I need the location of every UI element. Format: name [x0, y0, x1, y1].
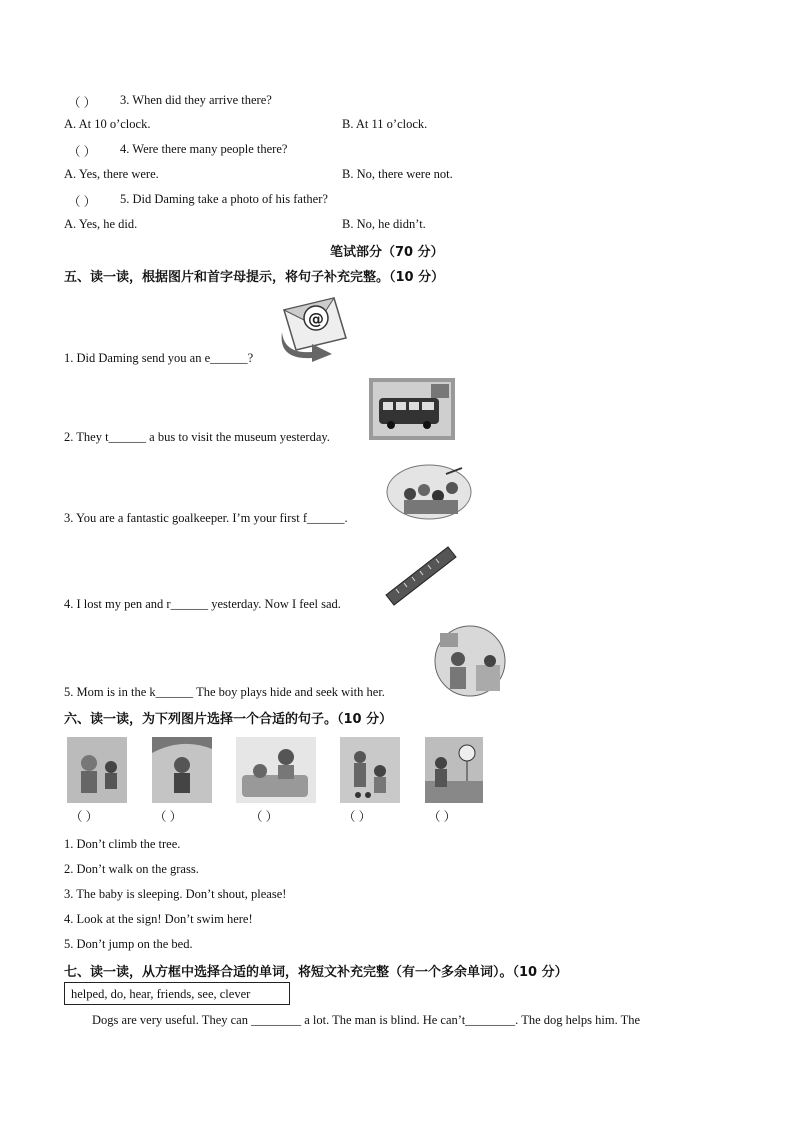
picture-3 [236, 737, 316, 803]
s5-item-2: 2. They t______ a bus to visit the museum yesterday. [64, 430, 330, 444]
picture-5 [425, 737, 483, 803]
section5-title: 五、读一读，根据图片和首字母提示，将句子补充完整。（10 分） [64, 270, 445, 285]
s6-item-2: 2. Don’t walk on the grass. [64, 862, 199, 876]
s6-item-3: 3. The baby is sleeping. Don’t shout, please! [64, 887, 287, 901]
kitchen-picture [432, 625, 512, 697]
answer-paren-q4[interactable]: （ ） [68, 145, 97, 159]
option-b-q4: B. No, there were not. [342, 167, 453, 181]
question-3: 3. When did they arrive there? [120, 93, 272, 107]
svg-text:@: @ [308, 309, 324, 328]
word-box: helped, do, hear, friends, see, clever [64, 982, 290, 1005]
option-a-q5: A. Yes, he did. [64, 217, 138, 231]
option-a-q4: A. Yes, there were. [64, 167, 159, 181]
answer-paren-q3[interactable]: （ ） [68, 96, 97, 110]
question-5: 5. Did Daming take a photo of his father? [120, 192, 328, 206]
option-a-q3: A. At 10 o’clock. [64, 117, 151, 131]
option-b-q3: B. At 11 o’clock. [342, 117, 428, 131]
s6-item-5: 5. Don’t jump on the bed. [64, 937, 193, 951]
option-b-q5: B. No, he didn’t. [342, 217, 426, 231]
written-part-title: 笔试部分（70 分） [330, 245, 444, 260]
fans-cheering-picture [386, 464, 472, 522]
picture-2 [152, 737, 212, 803]
s5-item-1: 1. Did Daming send you an e______? [64, 351, 254, 365]
picture-1-answer[interactable]: （ ） [70, 810, 99, 824]
bus-photo [369, 378, 455, 440]
s5-item-5: 5. Mom is in the k______ The boy plays hide and seek with her. [64, 685, 385, 699]
section7-title: 七、读一读，从方框中选择合适的单词，将短文补充完整（有一个多余单词）。（10 分） [64, 965, 568, 980]
email-icon [272, 292, 354, 362]
picture-4 [340, 737, 400, 803]
question-4: 4. Were there many people there? [120, 142, 288, 156]
answer-paren-q5[interactable]: （ ） [68, 195, 97, 209]
section6-title: 六、读一读，为下列图片选择一个合适的句子。（10 分） [64, 712, 393, 727]
picture-4-answer[interactable]: （ ） [343, 810, 372, 824]
passage-line-1: Dogs are very useful. They can ________ a lot. The man is blind. He can’t________. The dog helps him. The [92, 1013, 641, 1027]
s5-item-4: 4. I lost my pen and r______ yesterday. Now I feel sad. [64, 597, 341, 611]
s6-item-1: 1. Don’t climb the tree. [64, 837, 181, 851]
picture-3-answer[interactable]: （ ） [250, 810, 279, 824]
picture-5-answer[interactable]: （ ） [428, 810, 457, 824]
picture-1 [67, 737, 127, 803]
ruler-picture [382, 545, 458, 607]
s5-item-3: 3. You are a fantastic goalkeeper. I’m your first f______. [64, 511, 348, 525]
picture-2-answer[interactable]: （ ） [154, 810, 183, 824]
s6-item-4: 4. Look at the sign! Don’t swim here! [64, 912, 253, 926]
